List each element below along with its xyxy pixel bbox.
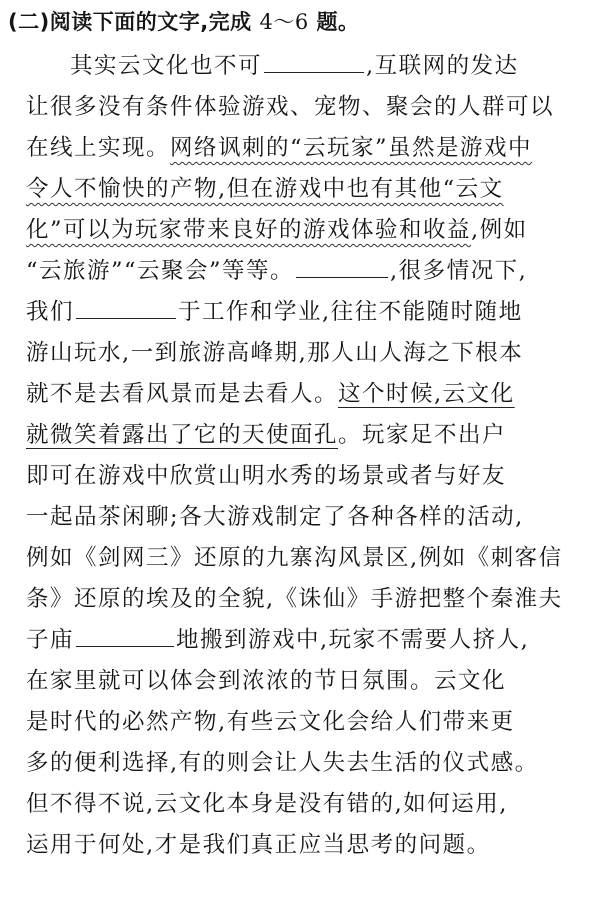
passage-line-9	[26, 374, 515, 414]
passage-line-8	[26, 333, 523, 373]
passage-line-15	[26, 620, 529, 660]
passage-text: 游山玩水,一到旅游高峰期,那人山人海之下根本	[26, 340, 524, 366]
answer-blank-2[interactable]	[296, 253, 388, 278]
passage-text: 在线上实现。	[26, 135, 171, 161]
passage-text: 即可在游戏中欣赏山明水秀的场景或者与好友	[26, 463, 507, 489]
passage-line-7	[26, 292, 523, 332]
answer-blank-4[interactable]	[76, 622, 174, 647]
passage-line-12	[26, 497, 524, 537]
passage-line-6	[26, 251, 527, 291]
passage-text: 在家里就可以体会到浓浓的节日氛围。云文化	[26, 668, 507, 694]
wavy-underlined-sentence: 化”可以为玩家带来良好的游戏体验和收益	[26, 217, 472, 243]
question-range: 4～6	[259, 10, 309, 34]
underlined-sentence: 这个时候,云文化	[338, 381, 515, 407]
passage-text: 是时代的必然产物,有些云文化会给人们带来更	[26, 709, 515, 735]
underlined-sentence: 就微笑着露出了它的天使面孔	[26, 422, 339, 448]
wavy-underlined-sentence: 网络讽刺的“云玩家”虽然是游戏中	[170, 135, 533, 161]
passage-text: 于工作和学业,往往不能随时随地	[178, 299, 523, 325]
passage-line-17	[26, 702, 515, 742]
passage-line-3	[26, 128, 532, 168]
passage-text: 地搬到游戏中,玩家不需要人挤人,	[176, 627, 530, 653]
passage-text: ,例如	[471, 217, 528, 243]
passage-line-1	[70, 46, 519, 86]
passage-text: 但不得不说,云文化本身是没有错的,如何运用,	[26, 791, 508, 817]
passage-line-5	[26, 210, 528, 250]
passage-line-13	[26, 538, 563, 578]
passage-line-11	[26, 456, 506, 496]
passage-line-16	[26, 661, 506, 701]
answer-blank-3[interactable]	[76, 294, 176, 319]
passage-line-19	[26, 784, 508, 824]
passage-text: 运用于何处,才是我们真正应当思考的问题。	[26, 832, 491, 858]
passage-line-14	[26, 579, 563, 619]
wavy-underlined-sentence: 令人不愉快的产物,但在游戏中也有其他“云文	[26, 176, 504, 202]
passage-line-20	[26, 825, 491, 865]
passage-line-18	[26, 743, 539, 783]
section-heading	[8, 4, 360, 40]
answer-blank-1[interactable]	[264, 48, 364, 73]
passage-text: 。玩家足不出户	[338, 422, 507, 448]
passage-text: ,很多情况下,	[390, 258, 528, 284]
passage-text: 多的便利选择,有的则会让人失去生活的仪式感。	[26, 750, 539, 776]
passage-line-10	[26, 415, 506, 455]
passage-text: 子庙	[26, 627, 75, 653]
passage-text: “云旅游”“云聚会”等等。	[26, 258, 295, 284]
passage-text: 我们	[26, 299, 75, 325]
passage-text: 让很多没有条件体验游戏、宠物、聚会的人群可以	[26, 94, 555, 120]
passage-line-4	[26, 169, 504, 209]
heading-suffix: 题。	[308, 10, 360, 34]
passage-text: 其实云文化也不可	[70, 53, 263, 79]
passage-text: 条》还原的埃及的全貌,《诛仙》手游把整个秦淮夫	[26, 586, 563, 612]
passage-text: 例如《剑网三》还原的九寨沟风景区,例如《刺客信	[26, 545, 563, 571]
passage-text: 就不是去看风景而是去看人。	[26, 381, 339, 407]
heading-prefix: (二)阅读下面的文字,完成	[8, 10, 260, 34]
passage-text: ,互联网的发达	[366, 53, 519, 79]
passage-line-2	[26, 87, 554, 127]
passage-text: 一起品茶闲聊;各大游戏制定了各种各样的活动,	[26, 504, 524, 530]
